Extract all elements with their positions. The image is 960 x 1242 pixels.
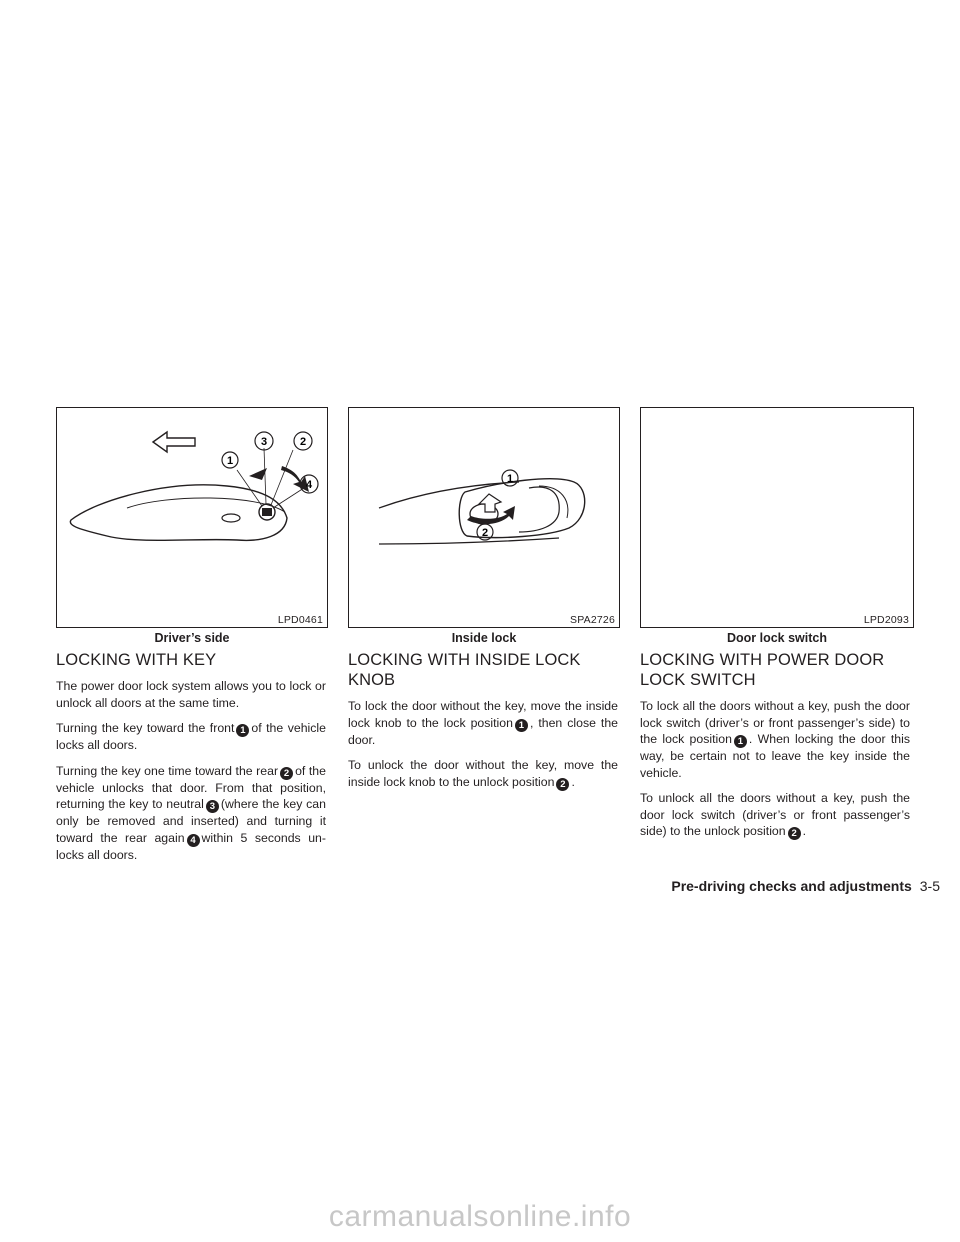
figure-caption: Driver’s side [154,631,230,645]
figure-code: LPD2093 [863,614,909,626]
footer-section-title: Pre-driving checks and adjustments [671,878,912,894]
paragraph: To lock all the doors without a key, push the door lock switch (driver’s or front passenger’s side) to the lock position 1 . When locking the door this way, be certain not to leave the key inside the vehicle. [640,699,910,780]
step-number-badge: 1 [515,719,528,732]
inside-lock-illustration [349,408,619,627]
figure-caption: Door lock switch [726,631,828,645]
callout-1: 1 [226,455,234,467]
figure-inside-lock [348,407,620,628]
step-number-badge: 4 [187,834,200,847]
page-footer [671,878,940,894]
step-number-badge: 2 [280,767,293,780]
figure-key-lock [56,407,328,628]
paragraph: To lock the door without the key, move the inside lock knob to the lock position 1 , then close the door. [348,699,618,747]
door-handle-illustration [57,408,327,627]
figure-caption: Inside lock [451,631,517,645]
lock-arrow-icon [479,494,501,512]
watermark: carmanualsonline.info [328,1200,632,1233]
paragraph: The power door lock system allows you to lock or unlock all doors at the same time. [56,679,326,710]
paragraph: Turning the key one time toward the rear 2 of the vehicle unlocks that door. From that position, returning the key to neutral 3 (where the key can only be removed and inserted) and turning it toward the rear again 4 within 5 seconds un-locks all doors. [56,763,326,862]
section-heading: LOCKING WITH INSIDE LOCK KNOB [348,651,581,689]
section-heading: LOCKING WITH POWER DOOR LOCK SWITCH [640,651,885,689]
figure-code: SPA2726 [570,614,615,626]
section-power-door-lock-switch [640,650,910,849]
paragraph: To unlock all the doors without a key, push the door lock switch (driver’s or front passenger’s side) to the unlock position 2 . [640,791,910,839]
figure-code: LPD0461 [277,614,323,626]
figure-door-lock-switch [640,407,914,628]
step-number-badge: 1 [734,735,747,748]
section-inside-lock-knob [348,650,618,800]
paragraph: Turning the key toward the front 1 of the vehicle locks all doors. [56,721,326,752]
section-locking-with-key [56,650,326,872]
step-number-badge: 2 [556,778,569,791]
paragraph: To unlock the door without the key, move the inside lock knob to the unlock position 2 . [348,758,618,790]
callout-2: 2 [299,436,307,448]
callout-2: 2 [481,527,489,539]
page-number: 3-5 [919,878,940,894]
front-arrow-icon [153,432,195,452]
callout-1: 1 [506,473,514,485]
section-heading: LOCKING WITH KEY [56,651,217,669]
step-number-badge: 1 [236,724,249,737]
callout-4: 4 [305,479,313,491]
callout-3: 3 [260,436,268,448]
step-number-badge: 3 [206,800,219,813]
step-number-badge: 2 [788,827,801,840]
